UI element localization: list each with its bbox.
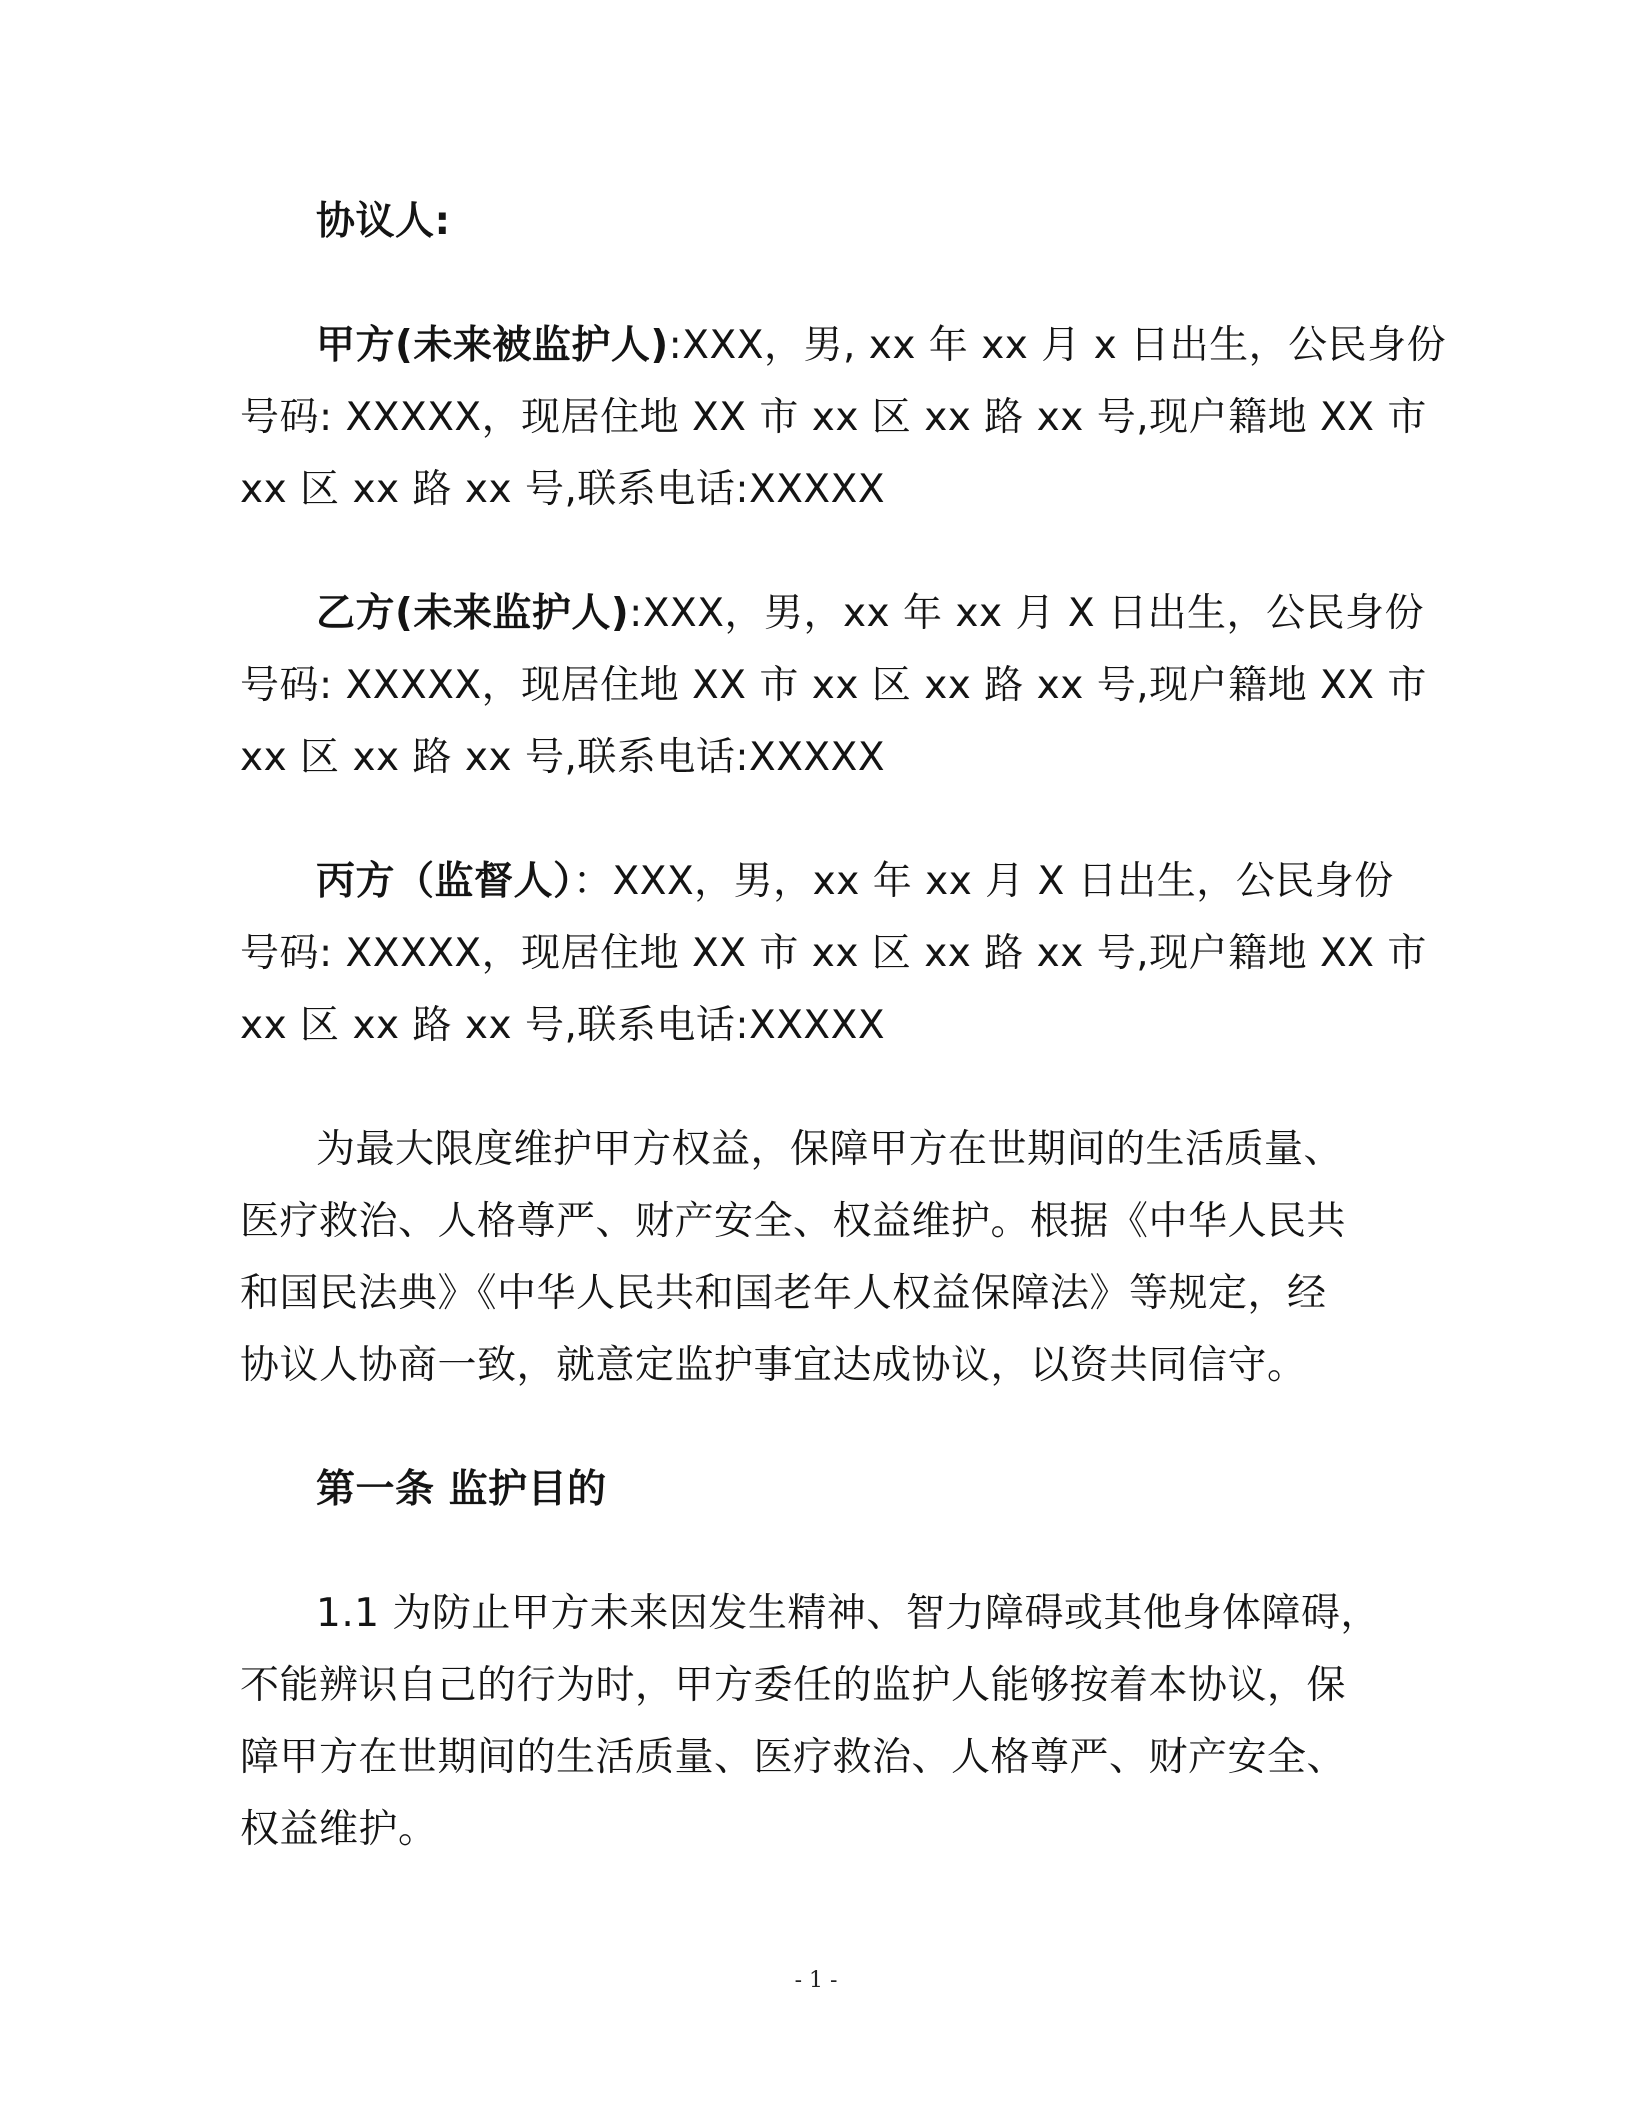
party-a-label: 甲方(未来被监护人) — [316, 323, 669, 368]
preamble-line-2: 医疗救治、人格尊严、财产安全、权益维护。根据《中华人民共 — [240, 1199, 1347, 1244]
party-c-line-2: 号码: XXXXX，现居住地 XX 市 xx 区 xx 路 xx 号,现户籍地 XX 市 — [240, 931, 1427, 976]
party-a-line-1 — [240, 310, 1447, 382]
preamble-line-4: 协议人协商一致，就意定监护事宜达成协议，以资共同信守。 — [240, 1343, 1307, 1388]
party-b-line-3: xx 区 xx 路 xx 号,联系电话:XXXXX — [240, 735, 886, 780]
party-a-line-3: xx 区 xx 路 xx 号,联系电话:XXXXX — [240, 467, 886, 512]
clause-1-1-line-1: 1.1 为防止甲方未来因发生精神、智力障碍或其他身体障碍， — [316, 1591, 1380, 1636]
party-c-label: 丙方（监督人） — [316, 859, 574, 904]
page-number: - 1 - — [794, 1968, 838, 1993]
clause-1-1-line-3: 障甲方在世期间的生活质量、医疗救治、人格尊严、财产安全、 — [240, 1735, 1347, 1780]
party-b-line-1 — [240, 578, 1424, 650]
preamble-line-3: 和国民法典》《中华人民共和国老年人权益保障法》等规定，经 — [240, 1271, 1327, 1316]
clause-1-1-line-4: 权益维护。 — [240, 1807, 438, 1852]
party-b-line-2: 号码: XXXXX，现居住地 XX 市 xx 区 xx 路 xx 号,现户籍地 XX 市 — [240, 663, 1427, 708]
party-a-details: :XXX，男, xx 年 xx 月 x 日出生，公民身份 — [668, 323, 1447, 368]
party-b-label: 乙方(未来监护人) — [316, 591, 630, 636]
party-c-line-3: xx 区 xx 路 xx 号,联系电话:XXXXX — [240, 1003, 886, 1048]
party-c-line-1 — [240, 846, 1400, 918]
party-a-block — [240, 310, 1447, 526]
preamble-block — [240, 1114, 1400, 1402]
article-1-title: 第一条 监护目的 — [316, 1467, 607, 1512]
clause-1-1-block — [240, 1578, 1400, 1866]
party-c-details: ：XXX，男，xx 年 xx 月 X 日出生，公民身份 — [573, 859, 1394, 904]
party-c-block — [240, 846, 1427, 1062]
party-b-block — [240, 578, 1427, 794]
party-b-details: :XXX，男，xx 年 xx 月 X 日出生，公民身份 — [629, 591, 1424, 636]
preamble-line-1: 为最大限度维护甲方权益，保障甲方在世期间的生活质量、 — [316, 1127, 1344, 1172]
parties-heading: 协议人: — [316, 199, 451, 244]
parties-heading-block — [240, 186, 1400, 258]
party-a-line-2: 号码: XXXXX，现居住地 XX 市 xx 区 xx 路 xx 号,现户籍地 XX 市 — [240, 395, 1427, 440]
article-1-heading-block — [240, 1454, 1400, 1526]
clause-1-1-line-2: 不能辨识自己的行为时，甲方委任的监护人能够按着本协议，保 — [240, 1663, 1347, 1708]
document-body — [240, 186, 1447, 1918]
